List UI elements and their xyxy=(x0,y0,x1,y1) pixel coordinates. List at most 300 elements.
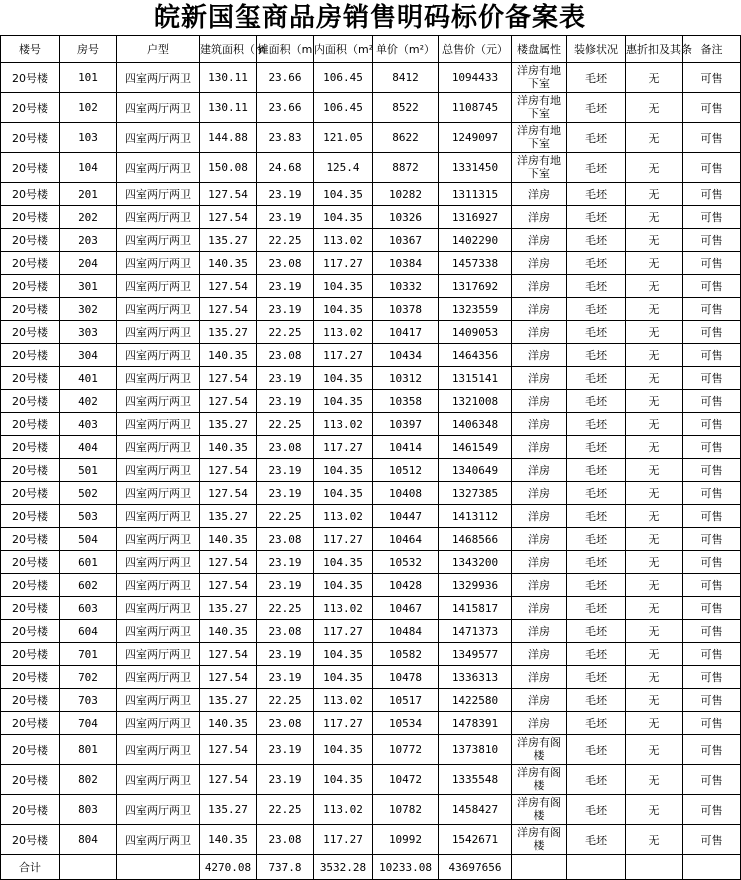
total-cell xyxy=(117,855,200,880)
table-cell: 洋房 xyxy=(512,298,567,321)
table-cell: 10414 xyxy=(373,436,439,459)
table-row xyxy=(1,153,741,183)
table-cell: 洋房有阁楼 xyxy=(512,735,567,765)
table-cell: 可售 xyxy=(683,413,741,436)
table-cell: 洋房有阁楼 xyxy=(512,825,567,855)
total-cell xyxy=(683,855,741,880)
table-cell: 104.35 xyxy=(314,735,373,765)
table-cell: 140.35 xyxy=(200,712,257,735)
table-cell: 1317692 xyxy=(439,275,512,298)
table-cell: 毛坯 xyxy=(567,482,626,505)
table-cell: 20号楼 xyxy=(1,689,60,712)
table-cell: 113.02 xyxy=(314,321,373,344)
table-cell: 1468566 xyxy=(439,528,512,551)
table-cell: 304 xyxy=(60,344,117,367)
table-cell: 洋房 xyxy=(512,597,567,620)
table-cell: 135.27 xyxy=(200,795,257,825)
table-cell: 20号楼 xyxy=(1,735,60,765)
table-cell: 毛坯 xyxy=(567,321,626,344)
table-cell: 23.19 xyxy=(257,482,314,505)
table-cell: 1108745 xyxy=(439,93,512,123)
table-cell: 10992 xyxy=(373,825,439,855)
table-cell: 130.11 xyxy=(200,63,257,93)
table-cell: 23.19 xyxy=(257,206,314,229)
table-cell: 四室两厅两卫 xyxy=(117,153,200,183)
table-row xyxy=(1,482,741,505)
table-cell: 701 xyxy=(60,643,117,666)
table-cell: 1321008 xyxy=(439,390,512,413)
table-cell: 无 xyxy=(626,551,683,574)
table-cell: 四室两厅两卫 xyxy=(117,712,200,735)
table-cell: 无 xyxy=(626,825,683,855)
table-cell: 洋房 xyxy=(512,321,567,344)
table-row xyxy=(1,436,741,459)
column-header: 惠折扣及其条 xyxy=(626,36,683,63)
table-row xyxy=(1,574,741,597)
table-cell: 20号楼 xyxy=(1,712,60,735)
table-cell: 801 xyxy=(60,735,117,765)
table-cell: 23.08 xyxy=(257,712,314,735)
table-cell: 104.35 xyxy=(314,574,373,597)
table-cell: 104.35 xyxy=(314,643,373,666)
table-row xyxy=(1,551,741,574)
table-cell: 23.19 xyxy=(257,367,314,390)
table-cell: 503 xyxy=(60,505,117,528)
table-cell: 四室两厅两卫 xyxy=(117,321,200,344)
table-cell: 1343200 xyxy=(439,551,512,574)
table-cell: 毛坯 xyxy=(567,528,626,551)
table-cell: 1249097 xyxy=(439,123,512,153)
table-cell: 22.25 xyxy=(257,795,314,825)
table-cell: 1461549 xyxy=(439,436,512,459)
table-cell: 四室两厅两卫 xyxy=(117,275,200,298)
table-cell: 104.35 xyxy=(314,390,373,413)
table-cell: 22.25 xyxy=(257,413,314,436)
table-cell: 洋房有地下室 xyxy=(512,93,567,123)
table-cell: 23.19 xyxy=(257,735,314,765)
table-cell: 150.08 xyxy=(200,153,257,183)
table-cell: 1458427 xyxy=(439,795,512,825)
table-cell: 1340649 xyxy=(439,459,512,482)
table-cell: 117.27 xyxy=(314,620,373,643)
table-cell: 10517 xyxy=(373,689,439,712)
table-cell: 无 xyxy=(626,765,683,795)
table-cell: 可售 xyxy=(683,712,741,735)
table-cell: 10782 xyxy=(373,795,439,825)
table-cell: 301 xyxy=(60,275,117,298)
table-row xyxy=(1,620,741,643)
table-cell: 135.27 xyxy=(200,321,257,344)
table-cell: 可售 xyxy=(683,367,741,390)
table-cell: 洋房 xyxy=(512,344,567,367)
table-cell: 8622 xyxy=(373,123,439,153)
table-cell: 23.08 xyxy=(257,344,314,367)
table-cell: 1336313 xyxy=(439,666,512,689)
table-cell: 可售 xyxy=(683,153,741,183)
table-cell: 127.54 xyxy=(200,643,257,666)
table-cell: 1415817 xyxy=(439,597,512,620)
table-cell: 23.19 xyxy=(257,183,314,206)
table-cell: 127.54 xyxy=(200,735,257,765)
table-cell: 无 xyxy=(626,252,683,275)
table-cell: 无 xyxy=(626,505,683,528)
table-cell: 135.27 xyxy=(200,597,257,620)
table-cell: 20号楼 xyxy=(1,482,60,505)
table-cell: 113.02 xyxy=(314,795,373,825)
table-cell: 10358 xyxy=(373,390,439,413)
table-cell: 23.08 xyxy=(257,528,314,551)
table-cell: 23.19 xyxy=(257,275,314,298)
table-cell: 201 xyxy=(60,183,117,206)
table-cell: 117.27 xyxy=(314,712,373,735)
table-cell: 10472 xyxy=(373,765,439,795)
table-cell: 四室两厅两卫 xyxy=(117,206,200,229)
table-row xyxy=(1,712,741,735)
table-cell: 22.25 xyxy=(257,321,314,344)
table-cell: 803 xyxy=(60,795,117,825)
table-cell: 8872 xyxy=(373,153,439,183)
column-header: 房号 xyxy=(60,36,117,63)
table-cell: 洋房 xyxy=(512,643,567,666)
table-cell: 洋房 xyxy=(512,390,567,413)
table-cell: 20号楼 xyxy=(1,528,60,551)
table-cell: 洋房 xyxy=(512,620,567,643)
table-cell: 127.54 xyxy=(200,275,257,298)
table-cell: 毛坯 xyxy=(567,825,626,855)
table-cell: 四室两厅两卫 xyxy=(117,123,200,153)
table-cell: 10467 xyxy=(373,597,439,620)
table-row xyxy=(1,505,741,528)
table-row xyxy=(1,344,741,367)
table-cell: 104.35 xyxy=(314,275,373,298)
table-cell: 10417 xyxy=(373,321,439,344)
table-cell: 四室两厅两卫 xyxy=(117,528,200,551)
table-cell: 23.19 xyxy=(257,643,314,666)
table-row xyxy=(1,597,741,620)
table-cell: 毛坯 xyxy=(567,735,626,765)
column-header: 总售价（元） xyxy=(439,36,512,63)
table-cell: 204 xyxy=(60,252,117,275)
table-cell: 洋房 xyxy=(512,206,567,229)
table-cell: 无 xyxy=(626,528,683,551)
table-cell: 毛坯 xyxy=(567,765,626,795)
table-cell: 10312 xyxy=(373,367,439,390)
table-cell: 四室两厅两卫 xyxy=(117,252,200,275)
table-cell: 毛坯 xyxy=(567,712,626,735)
table-cell: 104.35 xyxy=(314,298,373,321)
table-cell: 117.27 xyxy=(314,344,373,367)
table-body xyxy=(1,63,741,880)
table-cell: 113.02 xyxy=(314,413,373,436)
table-cell: 20号楼 xyxy=(1,63,60,93)
table-cell: 10384 xyxy=(373,252,439,275)
table-cell: 20号楼 xyxy=(1,551,60,574)
table-row xyxy=(1,459,741,482)
table-cell: 127.54 xyxy=(200,574,257,597)
table-cell: 四室两厅两卫 xyxy=(117,63,200,93)
table-row xyxy=(1,825,741,855)
table-cell: 117.27 xyxy=(314,825,373,855)
table-cell: 1323559 xyxy=(439,298,512,321)
table-cell: 1542671 xyxy=(439,825,512,855)
table-cell: 可售 xyxy=(683,795,741,825)
table-row xyxy=(1,795,741,825)
table-cell: 四室两厅两卫 xyxy=(117,413,200,436)
table-cell: 毛坯 xyxy=(567,229,626,252)
table-row xyxy=(1,367,741,390)
table-cell: 四室两厅两卫 xyxy=(117,367,200,390)
table-cell: 10326 xyxy=(373,206,439,229)
table-cell: 704 xyxy=(60,712,117,735)
table-cell: 24.68 xyxy=(257,153,314,183)
table-cell: 可售 xyxy=(683,574,741,597)
table-cell: 四室两厅两卫 xyxy=(117,183,200,206)
table-cell: 四室两厅两卫 xyxy=(117,93,200,123)
table-cell: 802 xyxy=(60,765,117,795)
table-row xyxy=(1,735,741,765)
table-cell: 20号楼 xyxy=(1,390,60,413)
table-cell: 洋房 xyxy=(512,459,567,482)
table-cell: 1457338 xyxy=(439,252,512,275)
table-header-row xyxy=(1,36,741,63)
table-cell: 无 xyxy=(626,344,683,367)
table-cell: 10282 xyxy=(373,183,439,206)
table-cell: 401 xyxy=(60,367,117,390)
table-cell: 20号楼 xyxy=(1,93,60,123)
table-cell: 洋房有阁楼 xyxy=(512,765,567,795)
table-row xyxy=(1,229,741,252)
table-cell: 127.54 xyxy=(200,298,257,321)
table-cell: 20号楼 xyxy=(1,825,60,855)
table-cell: 四室两厅两卫 xyxy=(117,459,200,482)
table-cell: 四室两厅两卫 xyxy=(117,390,200,413)
column-header: 内面积（m² xyxy=(314,36,373,63)
table-cell: 402 xyxy=(60,390,117,413)
table-cell: 127.54 xyxy=(200,459,257,482)
table-cell: 504 xyxy=(60,528,117,551)
table-row xyxy=(1,666,741,689)
table-cell: 104.35 xyxy=(314,482,373,505)
table-cell: 无 xyxy=(626,153,683,183)
table-cell: 20号楼 xyxy=(1,298,60,321)
table-cell: 无 xyxy=(626,229,683,252)
table-cell: 144.88 xyxy=(200,123,257,153)
table-cell: 毛坯 xyxy=(567,574,626,597)
table-row xyxy=(1,390,741,413)
table-cell: 603 xyxy=(60,597,117,620)
table-cell: 无 xyxy=(626,482,683,505)
table-cell: 1413112 xyxy=(439,505,512,528)
table-cell: 10428 xyxy=(373,574,439,597)
table-cell: 104.35 xyxy=(314,765,373,795)
table-cell: 702 xyxy=(60,666,117,689)
table-cell: 10367 xyxy=(373,229,439,252)
table-row xyxy=(1,528,741,551)
table-cell: 127.54 xyxy=(200,551,257,574)
table-cell: 无 xyxy=(626,436,683,459)
table-cell: 可售 xyxy=(683,528,741,551)
total-cell: 737.8 xyxy=(257,855,314,880)
total-row xyxy=(1,855,741,880)
table-cell: 23.19 xyxy=(257,666,314,689)
table-row xyxy=(1,206,741,229)
table-cell: 毛坯 xyxy=(567,620,626,643)
table-cell: 毛坯 xyxy=(567,367,626,390)
table-cell: 8522 xyxy=(373,93,439,123)
table-cell: 604 xyxy=(60,620,117,643)
table-cell: 毛坯 xyxy=(567,93,626,123)
table-cell: 23.66 xyxy=(257,63,314,93)
table-cell: 洋房 xyxy=(512,229,567,252)
table-cell: 四室两厅两卫 xyxy=(117,298,200,321)
table-cell: 703 xyxy=(60,689,117,712)
table-cell: 可售 xyxy=(683,63,741,93)
table-cell: 毛坯 xyxy=(567,206,626,229)
table-row xyxy=(1,298,741,321)
table-cell: 403 xyxy=(60,413,117,436)
table-cell: 可售 xyxy=(683,93,741,123)
column-header: 户型 xyxy=(117,36,200,63)
table-cell: 10464 xyxy=(373,528,439,551)
table-cell: 可售 xyxy=(683,123,741,153)
table-cell: 四室两厅两卫 xyxy=(117,689,200,712)
table-cell: 四室两厅两卫 xyxy=(117,551,200,574)
price-table xyxy=(0,35,741,880)
table-cell: 140.35 xyxy=(200,436,257,459)
table-cell: 117.27 xyxy=(314,252,373,275)
table-cell: 127.54 xyxy=(200,206,257,229)
table-cell: 1406348 xyxy=(439,413,512,436)
table-cell: 无 xyxy=(626,183,683,206)
table-cell: 四室两厅两卫 xyxy=(117,643,200,666)
total-cell xyxy=(60,855,117,880)
table-cell: 1464356 xyxy=(439,344,512,367)
table-cell: 毛坯 xyxy=(567,344,626,367)
table-cell: 无 xyxy=(626,735,683,765)
column-header: 楼号 xyxy=(1,36,60,63)
table-cell: 104.35 xyxy=(314,666,373,689)
table-cell: 10397 xyxy=(373,413,439,436)
table-cell: 23.83 xyxy=(257,123,314,153)
table-cell: 140.35 xyxy=(200,620,257,643)
table-cell: 20号楼 xyxy=(1,459,60,482)
table-cell: 23.19 xyxy=(257,574,314,597)
table-cell: 20号楼 xyxy=(1,367,60,390)
table-row xyxy=(1,321,741,344)
table-row xyxy=(1,689,741,712)
table-cell: 洋房 xyxy=(512,252,567,275)
table-cell: 洋房 xyxy=(512,367,567,390)
table-row xyxy=(1,123,741,153)
table-cell: 无 xyxy=(626,298,683,321)
table-cell: 无 xyxy=(626,643,683,666)
table-cell: 127.54 xyxy=(200,482,257,505)
table-cell: 四室两厅两卫 xyxy=(117,735,200,765)
table-cell: 1402290 xyxy=(439,229,512,252)
table-cell: 可售 xyxy=(683,765,741,795)
table-cell: 毛坯 xyxy=(567,643,626,666)
table-cell: 可售 xyxy=(683,620,741,643)
table-cell: 可售 xyxy=(683,689,741,712)
table-cell: 洋房 xyxy=(512,413,567,436)
table-cell: 洋房有地下室 xyxy=(512,123,567,153)
table-cell: 20号楼 xyxy=(1,153,60,183)
table-cell: 毛坯 xyxy=(567,597,626,620)
table-cell: 毛坯 xyxy=(567,63,626,93)
table-cell: 可售 xyxy=(683,275,741,298)
table-cell: 135.27 xyxy=(200,689,257,712)
table-cell: 可售 xyxy=(683,643,741,666)
table-cell: 20号楼 xyxy=(1,643,60,666)
table-row xyxy=(1,413,741,436)
table-cell: 可售 xyxy=(683,436,741,459)
table-cell: 302 xyxy=(60,298,117,321)
table-cell: 101 xyxy=(60,63,117,93)
table-cell: 无 xyxy=(626,574,683,597)
table-cell: 20号楼 xyxy=(1,765,60,795)
table-cell: 20号楼 xyxy=(1,413,60,436)
table-cell: 140.35 xyxy=(200,528,257,551)
table-cell: 四室两厅两卫 xyxy=(117,505,200,528)
table-cell: 20号楼 xyxy=(1,666,60,689)
table-cell: 可售 xyxy=(683,551,741,574)
table-cell: 1311315 xyxy=(439,183,512,206)
table-cell: 127.54 xyxy=(200,666,257,689)
table-row xyxy=(1,183,741,206)
table-cell: 洋房 xyxy=(512,436,567,459)
table-cell: 113.02 xyxy=(314,229,373,252)
table-cell: 135.27 xyxy=(200,413,257,436)
table-cell: 1478391 xyxy=(439,712,512,735)
table-cell: 804 xyxy=(60,825,117,855)
table-cell: 135.27 xyxy=(200,505,257,528)
table-cell: 501 xyxy=(60,459,117,482)
table-cell: 303 xyxy=(60,321,117,344)
table-cell: 可售 xyxy=(683,321,741,344)
table-cell: 104 xyxy=(60,153,117,183)
table-cell: 无 xyxy=(626,93,683,123)
table-cell: 1315141 xyxy=(439,367,512,390)
table-cell: 10484 xyxy=(373,620,439,643)
table-cell: 无 xyxy=(626,367,683,390)
table-cell: 502 xyxy=(60,482,117,505)
table-cell: 毛坯 xyxy=(567,795,626,825)
table-cell: 可售 xyxy=(683,825,741,855)
table-cell: 10434 xyxy=(373,344,439,367)
table-cell: 毛坯 xyxy=(567,689,626,712)
table-cell: 10512 xyxy=(373,459,439,482)
table-cell: 20号楼 xyxy=(1,597,60,620)
table-cell: 无 xyxy=(626,206,683,229)
table-cell: 23.08 xyxy=(257,436,314,459)
table-cell: 130.11 xyxy=(200,93,257,123)
table-cell: 113.02 xyxy=(314,689,373,712)
table-cell: 20号楼 xyxy=(1,795,60,825)
table-cell: 洋房 xyxy=(512,183,567,206)
table-cell: 135.27 xyxy=(200,229,257,252)
table-cell: 113.02 xyxy=(314,597,373,620)
table-cell: 106.45 xyxy=(314,63,373,93)
table-cell: 23.19 xyxy=(257,298,314,321)
table-cell: 可售 xyxy=(683,229,741,252)
table-cell: 四室两厅两卫 xyxy=(117,825,200,855)
table-cell: 洋房 xyxy=(512,482,567,505)
total-cell xyxy=(512,855,567,880)
table-cell: 可售 xyxy=(683,735,741,765)
table-cell: 无 xyxy=(626,666,683,689)
table-cell: 127.54 xyxy=(200,183,257,206)
table-cell: 洋房有地下室 xyxy=(512,153,567,183)
